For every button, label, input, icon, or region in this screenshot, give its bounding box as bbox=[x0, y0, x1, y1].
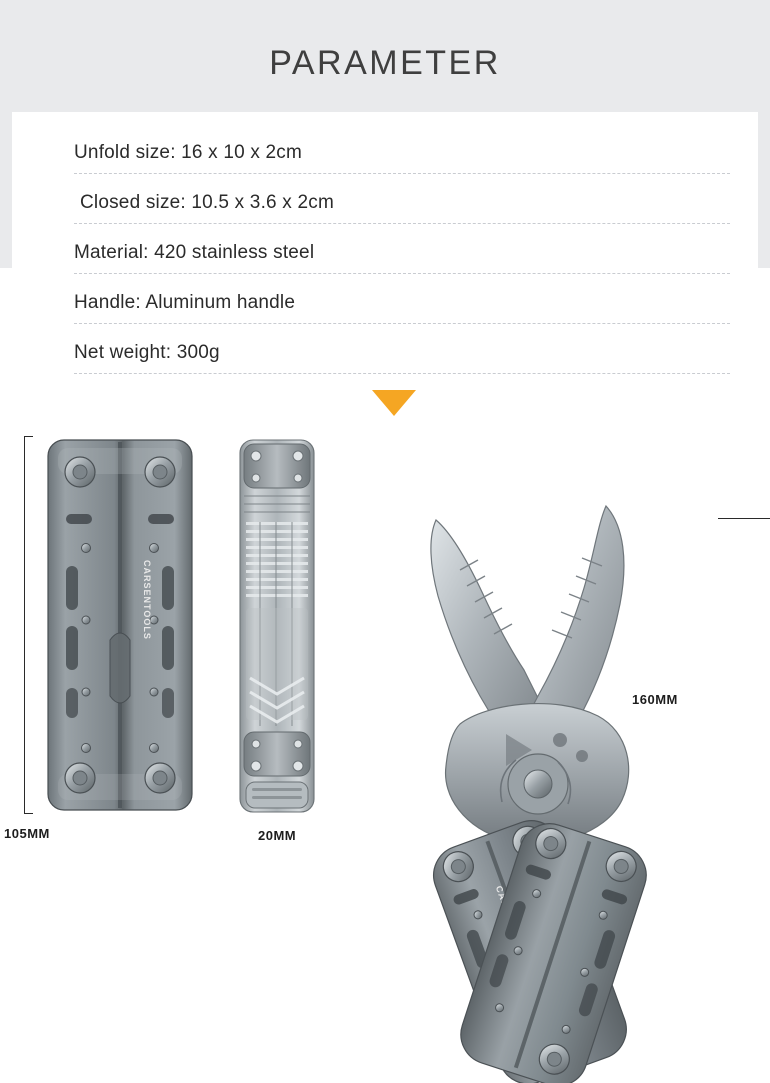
page-title: PARAMETER bbox=[269, 44, 501, 82]
unfolded-length-tick bbox=[718, 518, 770, 519]
closed-height-bracket bbox=[24, 436, 25, 814]
spec-label: Closed size: 10.5 x 3.6 x 2cm bbox=[80, 192, 334, 213]
spec-row bbox=[30, 328, 740, 378]
product-photo-area bbox=[0, 418, 770, 1083]
multitool-open-pliers-view bbox=[310, 488, 750, 1083]
spec-divider bbox=[74, 273, 730, 274]
spec-row bbox=[30, 178, 740, 228]
brand-engraving: CARSENTOOLS bbox=[142, 560, 152, 640]
arrow-down-icon bbox=[372, 390, 416, 416]
spec-label: Net weight: 300g bbox=[74, 342, 220, 363]
spec-label: Handle: Aluminum handle bbox=[74, 292, 296, 313]
spec-divider bbox=[74, 323, 730, 324]
spec-label: Unfold size: 16 x 10 x 2cm bbox=[74, 142, 303, 163]
spec-divider bbox=[74, 373, 730, 374]
spec-card bbox=[12, 112, 758, 384]
unfolded-length-label: 160MM bbox=[632, 692, 678, 707]
closed-height-label: 105MM bbox=[4, 826, 50, 841]
spec-row bbox=[30, 228, 740, 278]
spec-divider bbox=[74, 173, 730, 174]
multitool-closed-front-view bbox=[40, 430, 200, 820]
spec-divider bbox=[74, 223, 730, 224]
spec-label: Material: 420 stainless steel bbox=[74, 242, 315, 263]
closed-width-label: 20MM bbox=[258, 828, 297, 843]
spec-row bbox=[30, 128, 740, 178]
spec-row bbox=[30, 278, 740, 328]
